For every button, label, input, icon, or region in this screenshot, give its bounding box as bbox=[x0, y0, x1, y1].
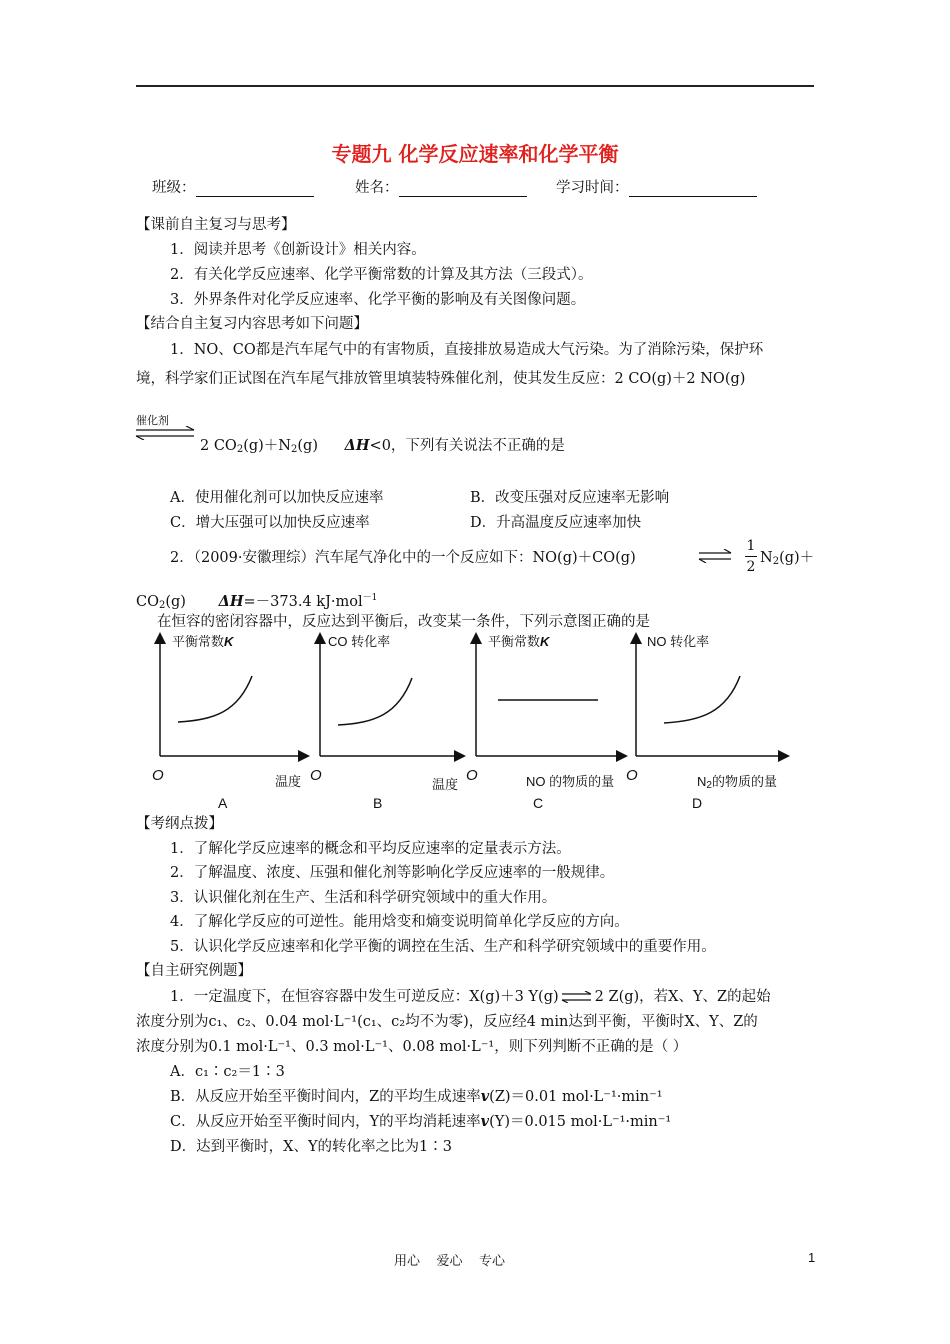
name-field bbox=[355, 179, 527, 197]
equilibrium-arrow-icon bbox=[561, 991, 593, 1003]
chart-b bbox=[320, 638, 460, 756]
eq-part: N bbox=[760, 550, 773, 566]
q1-option-d: D．升高温度反应速率加快 bbox=[470, 515, 642, 531]
chart-c-ylabel bbox=[488, 631, 549, 650]
q1-option-c: C．增大压强可以加快反应速率 bbox=[170, 515, 370, 531]
chart-a bbox=[160, 638, 304, 756]
q1-option-a: A．使用催化剂可以加快反应速率 bbox=[170, 490, 384, 506]
chart-d-letter: D bbox=[692, 795, 703, 811]
eq-part: CO bbox=[136, 594, 159, 610]
eq-part: (g)＋ bbox=[779, 550, 815, 566]
example-line2: 浓度分别为c₁、c₂、0.04 mol·L⁻¹(c₁、c₂均不为零)，反应经4 min达到平衡，平衡时X、Y、Z的 bbox=[136, 1014, 758, 1030]
section-heading-syllabus: 【考纲点拨】 bbox=[136, 816, 223, 832]
curve bbox=[338, 678, 412, 725]
class-blank bbox=[196, 180, 314, 197]
half-fraction bbox=[745, 538, 757, 575]
section-heading-examples: 【自主研究例题】 bbox=[136, 963, 252, 979]
q2-n2 bbox=[760, 549, 814, 571]
curve bbox=[664, 676, 740, 723]
review-item: 2．有关化学反应速率、化学平衡常数的计算及其方法（三段式）。 bbox=[170, 267, 593, 283]
eq-part: 2 CO bbox=[200, 438, 237, 454]
example-line1 bbox=[170, 988, 771, 1006]
fraction-denominator: 2 bbox=[746, 559, 756, 575]
footer-motto: 用心 爱心 专心 bbox=[394, 1254, 506, 1269]
chart-a-letter: A bbox=[218, 795, 228, 811]
eq-sub: 2 bbox=[291, 444, 298, 455]
name-blank bbox=[399, 180, 527, 197]
syllabus-item: 3．认识催化剂在生产、生活和科学研究领域中的重大作用。 bbox=[170, 890, 557, 906]
eq-part: (g) bbox=[165, 594, 186, 610]
ylabel-text: 平衡常数 bbox=[488, 634, 541, 649]
delta-h: ΔH bbox=[344, 437, 370, 454]
page-number: 1 bbox=[808, 1250, 816, 1265]
example-line1-b: 2 Z(g)，若X、Y、Z的起始 bbox=[594, 989, 771, 1005]
q1-line1: 1．NO、CO都是汽车尾气中的有害物质，直接排放易造成大气污染。为了消除污染，保护环 bbox=[170, 342, 764, 358]
eq-part: (g) bbox=[297, 438, 318, 454]
time-label: 学习时间： bbox=[556, 180, 629, 196]
chart-a-origin: O bbox=[152, 767, 164, 784]
q1-line2: 境，科学家们正试图在汽车尾气排放管里填装特殊催化剂，使其发生反应：2 CO(g)＋2 NO(g) bbox=[136, 371, 746, 387]
review-item: 1．阅读并思考《创新设计》相关内容。 bbox=[170, 242, 426, 258]
xlabel-part: 的物质的量 bbox=[711, 774, 777, 789]
xlabel-sub: 2 bbox=[706, 780, 712, 791]
eq-part: (g)＋N bbox=[243, 438, 291, 454]
chart-c-origin: O bbox=[466, 767, 478, 784]
eq-sub: 2 bbox=[236, 444, 244, 455]
time-blank bbox=[629, 180, 757, 197]
q2-line3: 在恒容的密闭容器中，反应达到平衡后，改变某一条件，下列示意图正确的是 bbox=[157, 614, 650, 630]
chart-a-xlabel: 温度 bbox=[275, 774, 302, 789]
chart-c-xlabel: NO 的物质的量 bbox=[526, 774, 615, 789]
example-option-c bbox=[170, 1113, 671, 1131]
rate-v: v bbox=[480, 1088, 490, 1105]
example-option-a: A．c₁∶c₂＝1∶3 bbox=[170, 1064, 285, 1080]
delta-h: ΔH bbox=[218, 593, 244, 610]
syllabus-item: 1．了解化学反应速率的概念和平均反应速率的定量表示方法。 bbox=[170, 841, 571, 857]
q1-tail: <0，下列有关说法不正确的是 bbox=[369, 438, 565, 454]
syllabus-item: 5．认识化学反应速率和化学平衡的调控在生活、生产和科学研究领域中的重要作用。 bbox=[170, 939, 716, 955]
q2-line2 bbox=[136, 589, 377, 615]
option-text: C．从反应开始至平衡时间内，Y的平均消耗速率 bbox=[170, 1114, 481, 1130]
chart-b-xlabel: 温度 bbox=[432, 777, 459, 792]
option-text: (Z)＝0.01 mol·L⁻¹·min⁻¹ bbox=[489, 1089, 663, 1105]
fraction-numerator: 1 bbox=[746, 538, 756, 554]
chart-b-origin: O bbox=[310, 767, 322, 784]
chart-d bbox=[636, 638, 784, 756]
q2-line1: 2．（2009·安徽理综）汽车尾气净化中的一个反应如下：NO(g)＋CO(g) bbox=[170, 550, 636, 566]
ylabel-sym: K bbox=[540, 634, 550, 649]
example-line3: 浓度分别为0.1 mol·L⁻¹、0.3 mol·L⁻¹、0.08 mol·L⁻¹，则下列判断不正确的是（ ） bbox=[136, 1039, 688, 1055]
section-heading-questions: 【结合自主复习内容思考如下问题】 bbox=[136, 316, 368, 332]
dh-value: =－373.4 kJ·mol bbox=[243, 594, 363, 610]
dh-sup: －1 bbox=[362, 593, 378, 603]
chart-c-letter: C bbox=[533, 795, 544, 811]
q1-equation bbox=[200, 437, 565, 459]
chart-a-ylabel bbox=[172, 631, 233, 650]
review-item: 3．外界条件对化学反应速率、化学平衡的影响及有关图像问题。 bbox=[170, 292, 586, 308]
example-option-b bbox=[170, 1088, 663, 1106]
option-text: (Y)＝0.015 mol·L⁻¹·min⁻¹ bbox=[489, 1114, 672, 1130]
syllabus-item: 4．了解化学反应的可逆性。能用焓变和熵变说明简单化学反应的方向。 bbox=[170, 914, 629, 930]
chart-d-ylabel bbox=[647, 631, 709, 650]
chart-d-origin: O bbox=[626, 767, 638, 784]
class-label: 班级： bbox=[152, 180, 196, 196]
q1-option-b: B．改变压强对反应速率无影响 bbox=[470, 490, 670, 506]
chart-b-letter: B bbox=[373, 795, 383, 811]
xlabel-part: N bbox=[697, 774, 707, 789]
eq-sub: 2 bbox=[158, 600, 166, 611]
page-title: 专题九 化学反应速率和化学平衡 bbox=[331, 142, 619, 166]
rate-v: v bbox=[480, 1113, 490, 1130]
reversible-arrow-icon bbox=[134, 426, 198, 440]
name-label: 姓名： bbox=[355, 180, 399, 196]
example-option-d: D．达到平衡时，X、Y的转化率之比为1∶3 bbox=[170, 1139, 452, 1155]
chart-c bbox=[476, 638, 622, 756]
eq-sub: 2 bbox=[772, 556, 780, 567]
chart-d-xlabel bbox=[697, 771, 777, 791]
class-field bbox=[152, 179, 314, 197]
equilibrium-arrow-icon bbox=[697, 549, 735, 563]
ylabel-text: NO 转化率 bbox=[647, 634, 710, 649]
time-field bbox=[556, 179, 757, 197]
ylabel-sym: K bbox=[224, 634, 234, 649]
section-heading-review: 【课前自主复习与思考】 bbox=[136, 217, 296, 233]
syllabus-item: 2．了解温度、浓度、压强和催化剂等影响化学反应速率的一般规律。 bbox=[170, 865, 615, 881]
curve bbox=[178, 676, 252, 722]
option-text: B．从反应开始至平衡时间内，Z的平均生成速率 bbox=[170, 1089, 481, 1105]
fraction-bar bbox=[745, 556, 757, 557]
ylabel-text: 平衡常数 bbox=[172, 634, 225, 649]
chart-b-ylabel bbox=[328, 631, 390, 650]
example-line1-a: 1．一定温度下，在恒容容器中发生可逆反应：X(g)＋3 Y(g) bbox=[170, 989, 559, 1005]
ylabel-text: CO 转化率 bbox=[328, 634, 391, 649]
top-rule bbox=[136, 85, 814, 87]
catalyst-label: 催化剂 bbox=[136, 414, 169, 427]
